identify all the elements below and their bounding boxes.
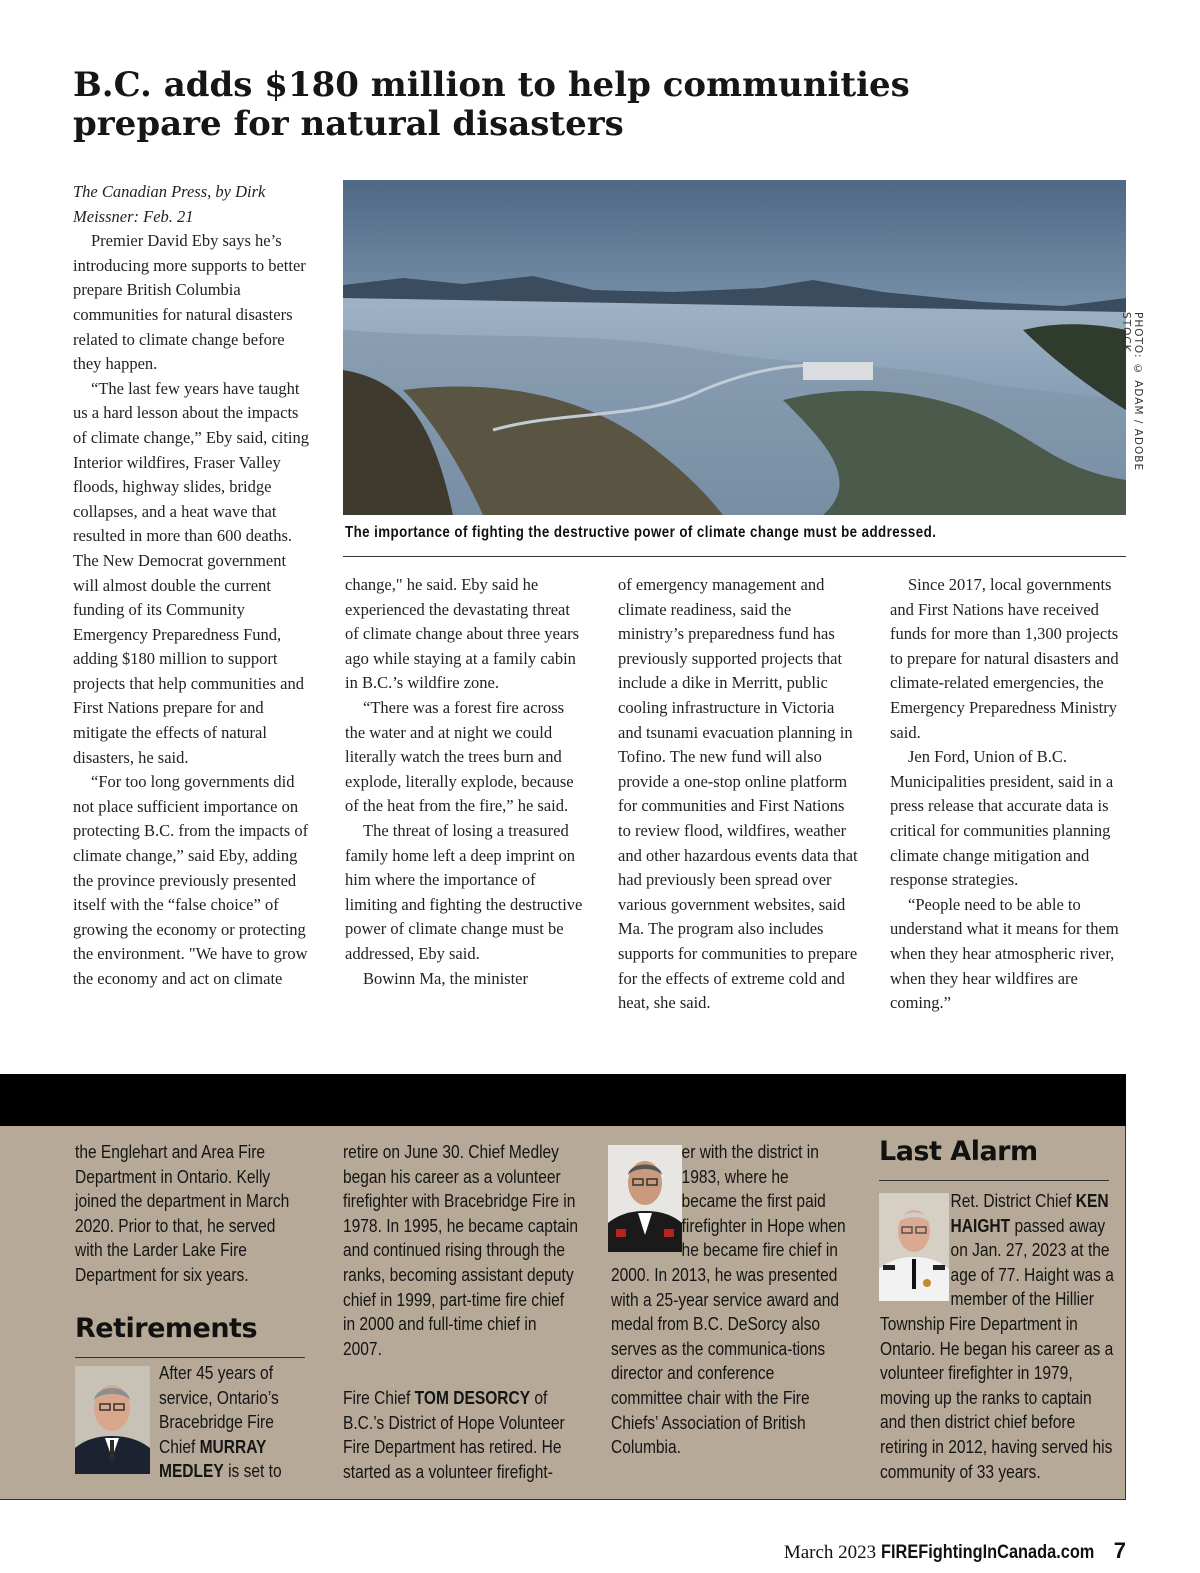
medley-continued: retire on June 30. Chief Medley began his career as a volunteer firefighter with Bracebridge Fire in 1978. In 1995, he became captain and continued rising through the ranks, becoming assistant deputy chief in 1999, part-time fire chief in 2000 and full-time chief in 2007. [343, 1141, 579, 1359]
article-paragraph: Jen Ford, Union of B.C. Municipalities president, said in a press release that accurate data is critical for communities planning climate change mitigation and response strategies. [890, 747, 1114, 890]
haight-portrait [879, 1193, 949, 1301]
footer-month: March 2023 [783, 1542, 877, 1563]
retirements-heading: Retirements [75, 1313, 258, 1344]
article-column-4 [890, 573, 1126, 1016]
flood-valley-image [343, 180, 1126, 515]
article-paragraph: “There was a forest fire across the water and at night we could literally watch the trees burn and explode, literally explode, because of the heat from the fire,” he said. [345, 697, 574, 816]
article-paragraph: Since 2017, local governments and First Nations have received funds for more than 1,300 projects to prepare for natural disasters and climate-related emergencies, the Emergency Preparedness Ministry said. [890, 575, 1119, 742]
page-footer [784, 1538, 1126, 1564]
news-column-2 [343, 1140, 578, 1484]
medley-name: MURRAY MEDLEY [159, 1435, 267, 1482]
haight-text: passed away on Jan. 27, 2023 at the age of 77. Haight was a member of the Hillier Township Fire Department in Ontario. He began his career as a volunteer firefighter in 1979, moving up the ranks to captain and then district chief before retiring in 2012, having served his community of 33 years. [880, 1214, 1114, 1482]
medley-intro-end: is set to [223, 1460, 282, 1482]
desorcy-name: TOM DESORCY [414, 1386, 531, 1408]
article-paragraph: Premier David Eby says he’s introducing more supports to better prepare British Columbia communities for natural disasters related to climate change before they happen. [73, 231, 306, 374]
article-paragraph: of emergency management and climate readiness, said the ministry’s preparedness fund has previously supported projects that include a dike in Merritt, public cooling infrastructure in Victoria and tsunami evacuation planning in Tofino. The new fund will also provide a one-stop online platform for communities and First Nations to review flood, wildfires, weather and other hazardous events data that had previously been spread over various government websites, said Ma. The program also includes supports for communities to prepare for the effects of extreme cold and heat, she said. [618, 575, 858, 1013]
haight-intro: Ret. District Chief [950, 1190, 1076, 1211]
article-byline: The Canadian Press, by Dirk Meissner: Feb. 21 [73, 182, 266, 226]
flood-valley-photo [343, 180, 1126, 515]
article-column-1 [73, 180, 313, 992]
continued-text: the Englehart and Area Fire Department in Ontario. Kelly joined the department in March 2020. Prior to that, he served with the Larder Lake Fire Department for six years. [75, 1141, 290, 1285]
article-paragraph: “People need to be able to understand what it means for them when they hear atmospheric river, when they hear wildfires are coming.” [890, 894, 1119, 1013]
page-number: 7 [1113, 1538, 1126, 1563]
desorcy-continued: er with the district in 1983, where he became the first paid firefighter in Hope when he became fire chief in 2000. In 2013, he was presented with a 25-year service award and medal from B.C. DeSorcy also serves as the communica-tions director and conference committee chair with the Fire Chiefs’ Association of British Columbia. [611, 1141, 846, 1458]
last-alarm-divider [879, 1180, 1109, 1181]
photo-caption: The importance of fighting the destructive power of climate change must be addressed. [345, 524, 937, 541]
article-paragraph: “The last few years have taught us a hard lesson about the impacts of climate change,” Eby said, citing Interior wildfires, Fraser Valley floods, highway slides, bridge collapses, and a heat wave that resulted in more than 600 deaths. The New Democrat government will almost double the current funding of its Community Emergency Preparedness Fund, adding $180 million to support projects that help communities and First Nations prepare for and mitigate the effects of natural disasters, he said. [73, 378, 309, 767]
desorcy-intro-text: Fire Chief [343, 1386, 415, 1408]
footer-site[interactable]: FIREFightingInCanada.com [880, 1542, 1095, 1563]
article-paragraph: “For too long governments did not place sufficient importance on protecting B.C. from the impacts of climate change,” said Eby, adding the province previously presented itself with the “false choice” of growing the economy or protecting the environment. "We have to grow the economy and act on climate [73, 772, 309, 988]
article-column-2 [345, 573, 585, 991]
haight-photo [879, 1193, 949, 1301]
caption-divider [343, 556, 1126, 557]
desorcy-text: of B.C.’s District of Hope Volunteer Fire Department has retired. He started as a volunteer firefight- [343, 1386, 565, 1482]
medley-intro [159, 1361, 303, 1484]
medley-portrait [75, 1366, 150, 1474]
section-black-bar [0, 1074, 1126, 1126]
article-paragraph: The threat of losing a treasured family home left a deep imprint on him where the importance of limiting and fighting the destructive power of climate change must be addressed, Eby said. [345, 820, 583, 963]
desorcy-portrait [608, 1145, 682, 1252]
retirements-divider [75, 1357, 305, 1358]
article-column-3 [618, 573, 858, 1016]
desorcy-intro [343, 1386, 578, 1484]
article-paragraph: Bowinn Ma, the minister [363, 968, 528, 988]
last-alarm-heading: Last Alarm [879, 1136, 1038, 1167]
medley-intro-text: After 45 years of service, Ontario’s Bracebridge Fire Chief [159, 1362, 279, 1457]
article-headline: B.C. adds $180 million to help communities prepare for natural disasters [73, 65, 910, 144]
photo-credit: PHOTO: © ADAM / ADOBE STOCK [1120, 312, 1144, 472]
article-paragraph: change," he said. Eby said he experienced the devastating threat of climate change about three years ago while staying at a family cabin in B.C.’s wildfire zone. [345, 575, 580, 693]
haight-name: KEN HAIGHT [950, 1190, 1109, 1236]
desorcy-photo [608, 1145, 682, 1252]
medley-photo [75, 1366, 150, 1474]
news-column-1 [75, 1140, 303, 1288]
